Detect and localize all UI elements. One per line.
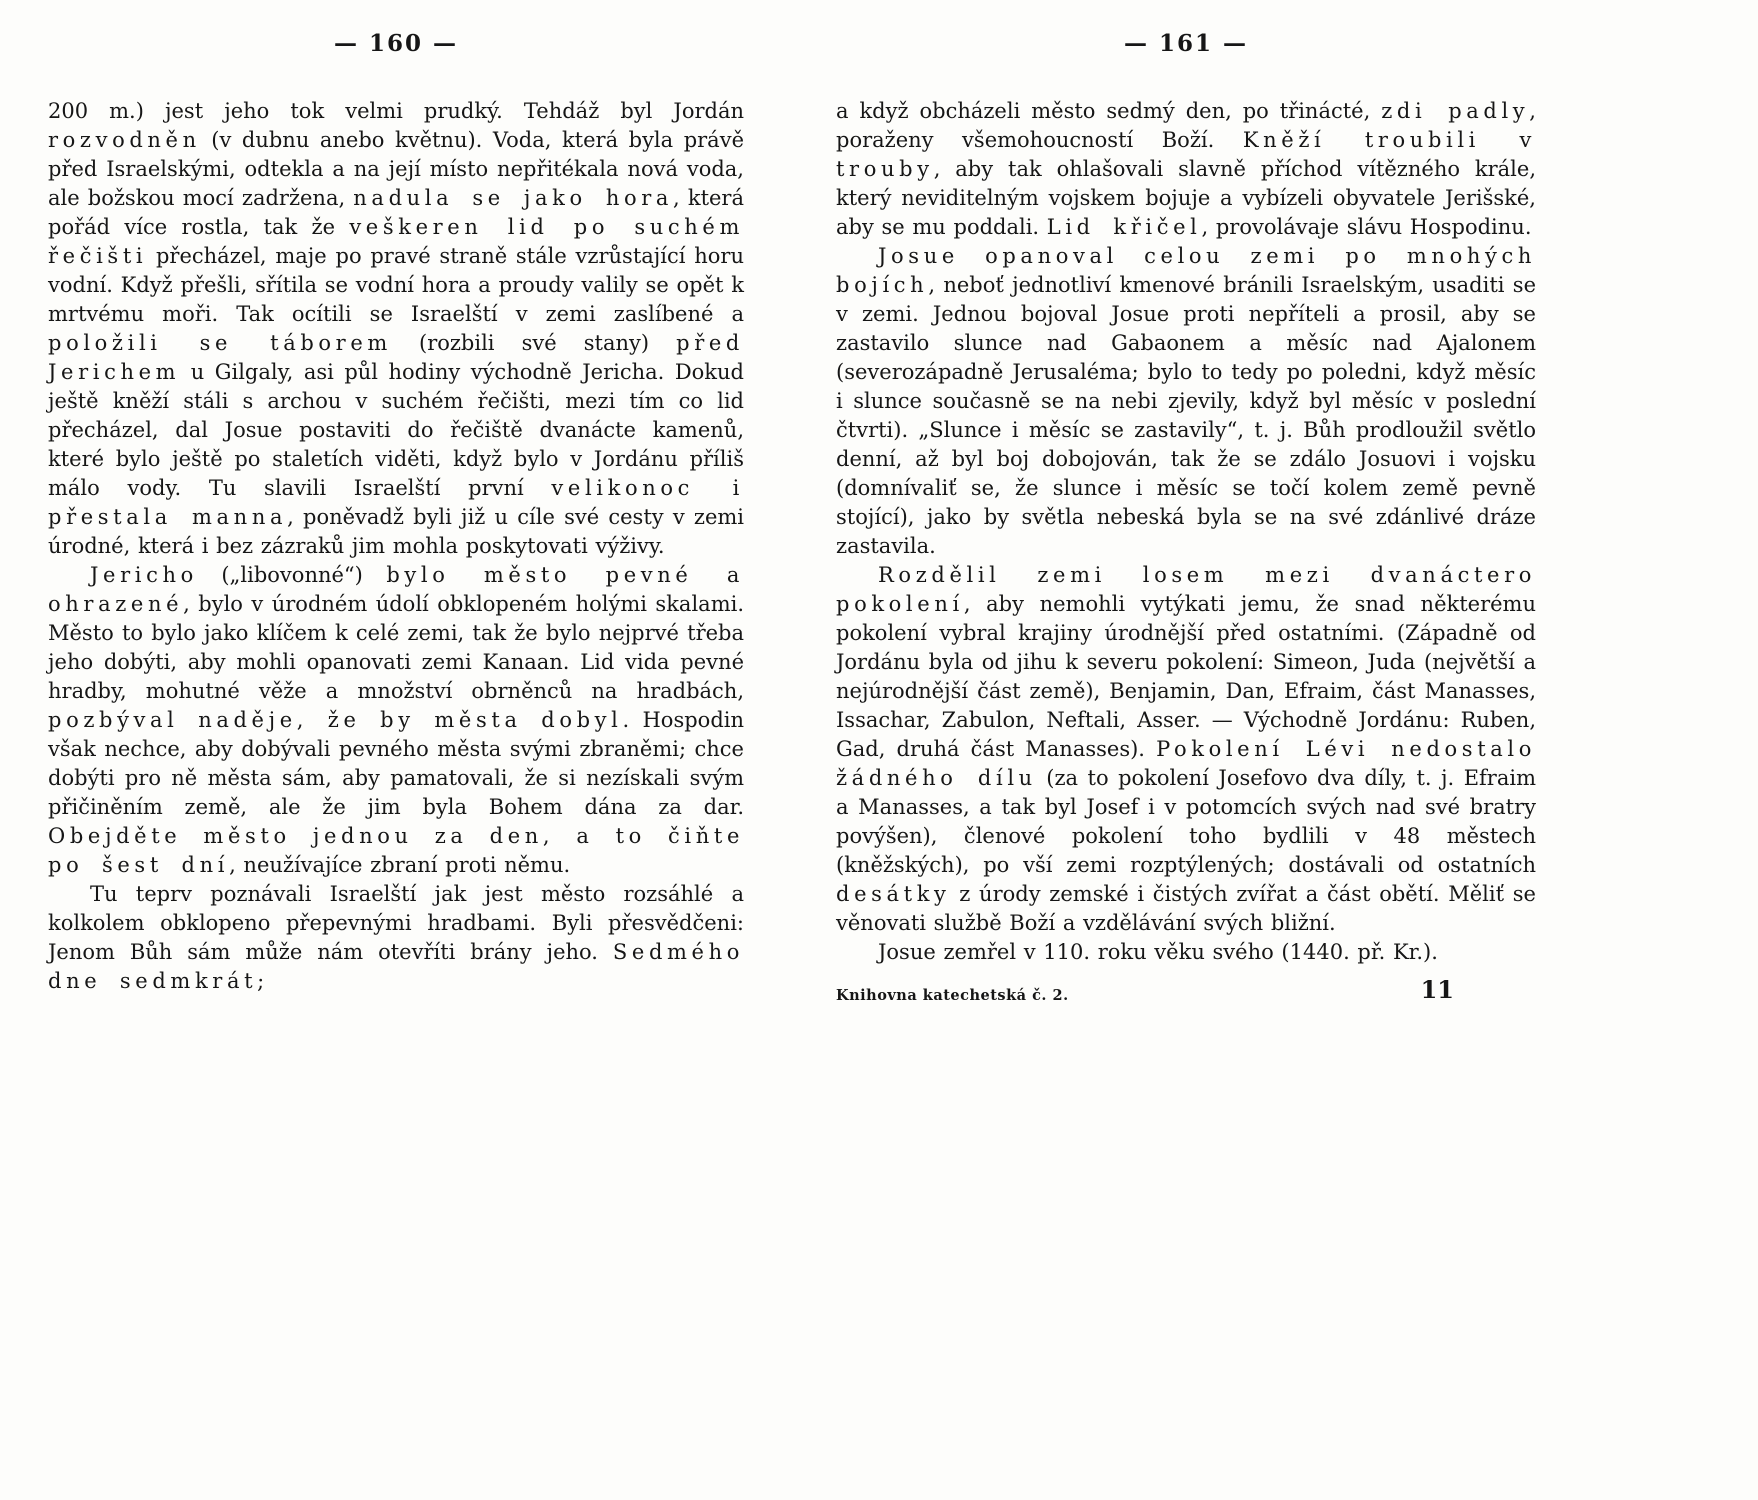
page-161-footer bbox=[836, 975, 1536, 1004]
emphasized-text: Jericho bbox=[90, 563, 198, 587]
emphasized-text: bylo město pevné a ohrazené bbox=[48, 563, 744, 616]
emphasized-text: položili se táborem bbox=[48, 331, 392, 355]
body-text: , neboť jednotliví kmenové bránili Israelským, usaditi se v zemi. Jednou bojoval Josue proti nepříteli a prosil, aby se zastavilo slunce nad Gabaonem a měsíc nad Ajalonem (severozápadně Jerusaléma; bylo to tedy po poledni, když měsíc i slunce současně se na nebi zjevily, když byl měsíc v poslední čtvrti). „Slunce i měsíc se zastavily“, t. j. Bůh prodloužil světlo denní, až byl boj dobojován, tak že se zdálo Josuovi i vojsku (domnívaliť se, že slunce i měsíc se točí kolem země pevně stojící), jako by světla nebeská byla se na své zdánlivé dráze zastavila. bbox=[836, 273, 1536, 558]
body-text: (v dubnu anebo květnu). Voda, která byla právě před Israelskými, odtekla a na její místo nepřitékala nová voda, ale božskou mocí zadržena, bbox=[48, 128, 744, 210]
emphasized-text: Sedmého dne sedmkrát; bbox=[48, 940, 744, 993]
page-161-body bbox=[836, 97, 1536, 967]
emphasized-text: před Jerichem bbox=[48, 331, 744, 384]
body-text: Josue zemřel v 110. roku věku svého (1440. př. Kr.). bbox=[878, 940, 1438, 964]
paragraph bbox=[836, 242, 1536, 561]
page-160 bbox=[48, 30, 744, 996]
body-text: , aby nemohli vytýkati jemu, že snad některému pokolení vybral krajiny úrodnější před ostatními. (Západně od Jordánu byla od jihu k severu pokolení: Simeon, Juda (největší a nejúrodnější část země), Benjamin, Dan, Efraim, část Manasses, Issachar, Zabulon, Neftali, Asser. — Východně Jordánu: Ruben, Gad, druhá část Manasses). bbox=[836, 592, 1536, 761]
emphasized-text: Rozdělil zemi losem mezi dvanáctero pokolení bbox=[836, 563, 1536, 616]
body-text: , poněvadž byli již u cíle své cesty v zemi úrodné, která i bez zázraků jim mohla poskytovati výživy. bbox=[48, 505, 745, 558]
page-161 bbox=[836, 30, 1536, 1004]
emphasized-text: Kněží troubili v trouby bbox=[836, 128, 1536, 181]
body-text: Tu teprv poznávali Israelští jak jest město rozsáhlé a kolkolem obklopeno přepevnými hradbami. Byli přesvědčeni: Jenom Bůh sám může nám otevříti brány jeho. bbox=[48, 882, 744, 964]
body-text: 200 m.) jest jeho tok velmi prudký. Tehdáž byl Jordán bbox=[48, 99, 744, 123]
page-number-left: — 160 — bbox=[333, 30, 459, 57]
emphasized-text: Josue opanoval celou zemi po mnohých bojích bbox=[836, 244, 1536, 297]
emphasized-text: rozvodněn bbox=[48, 128, 201, 152]
emphasized-text: Pokolení Lévi nedostalo žádného dílu bbox=[836, 737, 1537, 790]
emphasized-text: zdi padly bbox=[1381, 99, 1530, 123]
body-text: (rozbili své stany) bbox=[391, 331, 677, 355]
body-text: a když obcházeli město sedmý den, po třinácté, bbox=[836, 99, 1382, 123]
paragraph bbox=[48, 880, 744, 996]
emphasized-text: velikonoc i přestala manna bbox=[48, 476, 744, 529]
body-text: Hospodin však nechce, aby dobývali pevného města svými zbraněmi; chce dobýti pro ně města sám, aby pamatovali, že si nezískali svým přičiněním země, ale že jim byla Bohem dána za dar. bbox=[48, 708, 744, 819]
body-text: , bylo v úrodném údolí obklopeném holými skalami. Město to bylo jako klíčem k celé zemi, tak že bylo nejprvé třeba jeho dobýti, aby mohli opanovati zemi Kanaan. Lid vida pevné hradby, mohutné věže a množství obrněnců na hradbách, bbox=[48, 592, 744, 703]
emphasized-text: desátky bbox=[836, 882, 951, 906]
paragraph bbox=[836, 561, 1536, 938]
body-text: přecházel, maje po pravé straně stále vzrůstající horu vodní. Když přešli, sřítila se vodní hora a proudy valily se opět k mrtvému moři. Tak ocítili se Israelští v zemi zaslíbené a bbox=[48, 244, 744, 326]
body-text: , poraženy všemohoucností Boží. bbox=[836, 99, 1536, 152]
body-text: („libovonné“) bbox=[197, 563, 387, 587]
emphasized-text: Lid křičel bbox=[1046, 215, 1202, 239]
emphasized-text: nadula se jako hora bbox=[353, 186, 674, 210]
body-text: u Gilgaly, asi půl hodiny východně Jericha. Dokud ještě kněží stáli s archou v suchém řečišti, mezi tím co lid přecházel, dal Josue postaviti do řečiště dvanácte kamenů, které bylo ještě po staletích viděti, když bylo v Jordánu příliš málo vody. Tu slavili Israelští první bbox=[48, 360, 744, 500]
body-text: , neužívajíce zbraní proti němu. bbox=[229, 853, 571, 877]
imprint-text: Knihovna katechetská č. 2. bbox=[836, 987, 1069, 1004]
body-text: (za to pokolení Josefovo dva díly, t. j. Efraim a Manasses, a tak byl Josef i v potomcích svých nad své bratry povýšen), členové pokolení toho bydlili v 48 městech (kněžských), po vší zemi rozptýlených; dostávali od ostatních bbox=[836, 766, 1536, 877]
page-160-body bbox=[48, 97, 744, 996]
paragraph bbox=[48, 561, 744, 880]
body-text: , aby tak ohlašovali slavně příchod vítězného krále, který neviditelným vojskem bojuje a vybízeli obyvatele Jerišské, aby se mu poddali. bbox=[836, 157, 1536, 239]
page-number-right: — 161 — bbox=[1123, 30, 1249, 57]
emphasized-text: Obejděte město jednou za den, a to čiňte po šest dní bbox=[48, 824, 744, 877]
paragraph bbox=[836, 97, 1536, 242]
paragraph bbox=[48, 97, 744, 561]
body-text: , provolávaje slávu Hospodinu. bbox=[1201, 215, 1532, 239]
emphasized-text: veškeren lid po suchém řečišti bbox=[48, 215, 745, 268]
emphasized-text: pozbýval naděje, že by města dobyl. bbox=[48, 708, 634, 732]
paragraph bbox=[836, 938, 1536, 967]
body-text: , která pořád více rostla, tak že bbox=[48, 186, 744, 239]
signature-number: 11 bbox=[1420, 975, 1454, 1004]
body-text: z úrody zemské i čistých zvířat a část obětí. Měliť se věnovati službě Boží a vzdělávání svých bližní. bbox=[836, 882, 1536, 935]
